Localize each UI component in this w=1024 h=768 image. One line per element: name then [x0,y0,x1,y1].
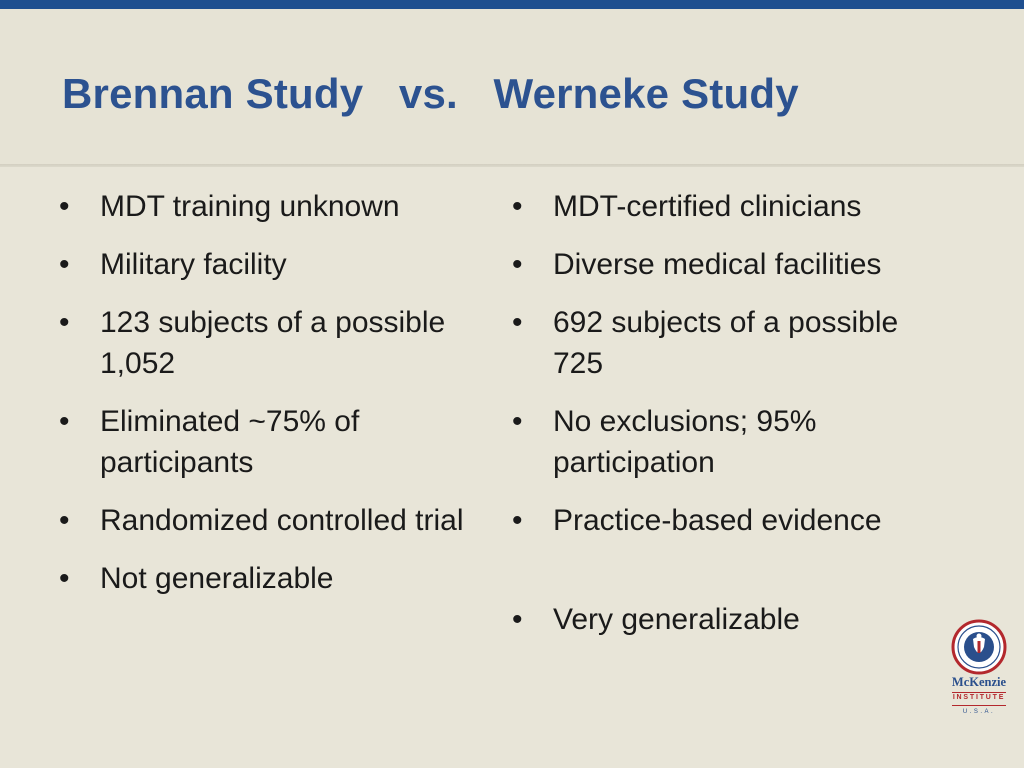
list-item: • Eliminated ~75% of participants [58,401,503,483]
brennan-study-list [58,186,503,616]
top-accent-bar [0,0,1024,9]
logo-subtitle: INSTITUTE [952,694,1006,701]
list-item: • 692 subjects of a possible 725 [511,302,951,384]
list-item: • 123 subjects of a possible 1,052 [58,302,503,384]
logo-divider [952,705,1006,706]
list-item: • MDT training unknown [58,186,503,227]
list-item: • No exclusions; 95% participation [511,401,951,483]
list-item: • Very generalizable [511,599,951,640]
list-item: • Practice-based evidence [511,500,951,541]
logo-divider [952,692,1006,693]
seal-icon [951,619,1007,675]
list-item: • Diverse medical facilities [511,244,951,285]
title-divider [0,164,1024,167]
slide-title: Brennan Study vs. Werneke Study [62,70,799,117]
list-item: • Not generalizable [58,558,503,599]
logo-name: McKenzie [951,675,1007,689]
list-item: • Military facility [58,244,503,285]
list-item: • Randomized controlled trial [58,500,503,541]
mckenzie-institute-logo [944,619,1014,729]
list-item: • MDT-certified clinicians [511,186,951,227]
logo-country: U.S.A. [962,709,996,715]
werneke-study-list [511,186,951,657]
